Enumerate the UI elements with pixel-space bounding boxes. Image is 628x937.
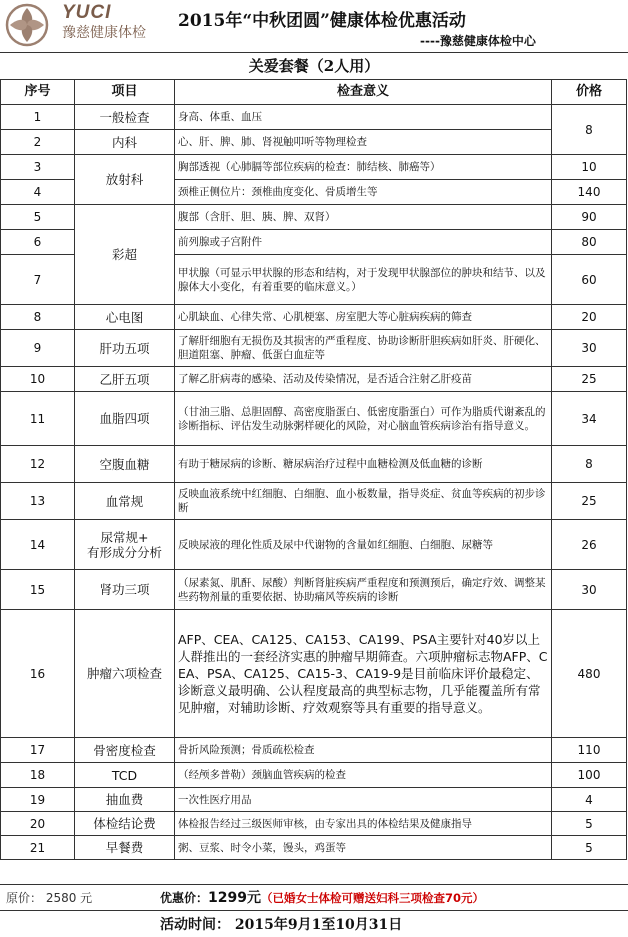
row-price: 5 (552, 836, 627, 860)
row-desc: 体检报告经过三级医师审核，由专家出具的体检结果及健康指导 (175, 812, 552, 836)
row-item: 彩超 (75, 205, 175, 305)
row-price: 8 (552, 105, 627, 155)
table-row (1, 155, 627, 180)
row-desc: 甲状腺（可显示甲状腺的形态和结构，对于发现甲状腺部位的肿块和结节、以及腺体大小变化，有着重要的临床意义。） (175, 255, 552, 305)
row-item: 肿瘤六项检查 (75, 610, 175, 738)
row-no: 2 (1, 130, 75, 155)
table-row (1, 570, 627, 610)
time-footer (0, 910, 628, 937)
row-desc: （甘油三脂、总胆固醇、高密度脂蛋白、低密度脂蛋白）可作为脂质代谢紊乱的诊断指标、评估发生动脉粥样硬化的风险，对心脑血管疾病诊治有指导意义。 (175, 392, 552, 446)
table-row (1, 812, 627, 836)
row-item: 空腹血糖 (75, 446, 175, 483)
row-price: 80 (552, 230, 627, 255)
row-item: 血脂四项 (75, 392, 175, 446)
row-item: 体检结论费 (75, 812, 175, 836)
column-header-price: 价格 (552, 80, 627, 105)
table-row (1, 520, 627, 570)
row-price: 4 (552, 788, 627, 812)
table-row (1, 392, 627, 446)
row-desc: 了解乙肝病毒的感染、活动及传染情况，是否适合注射乙肝疫苗 (175, 367, 552, 392)
row-desc: 胸部透视（心肺膈等部位疾病的检查：肺结核、肺癌等） (175, 155, 552, 180)
row-no: 19 (1, 788, 75, 812)
row-no: 16 (1, 610, 75, 738)
row-price: 100 (552, 763, 627, 788)
row-price: 140 (552, 180, 627, 205)
row-item: 尿常规+ 有形成分分析 (75, 520, 175, 570)
table-row (1, 610, 627, 738)
promo-price: 1299元 (208, 890, 261, 906)
row-no: 20 (1, 812, 75, 836)
row-price: 25 (552, 367, 627, 392)
row-desc: 颈椎正侧位片：颈椎曲度变化、骨质增生等 (175, 180, 552, 205)
row-item: 血常规 (75, 483, 175, 520)
row-no: 3 (1, 155, 75, 180)
table-row (1, 130, 627, 155)
brand-en: YUCI (62, 2, 112, 23)
row-desc: 腹部（含肝、胆、胰、脾、双肾） (175, 205, 552, 230)
row-no: 15 (1, 570, 75, 610)
row-no: 5 (1, 205, 75, 230)
row-no: 14 (1, 520, 75, 570)
row-desc: 粥、豆浆、时令小菜，馒头，鸡蛋等 (175, 836, 552, 860)
row-item: 心电图 (75, 305, 175, 330)
row-price: 480 (552, 610, 627, 738)
row-desc: 前列腺或子宫附件 (175, 230, 552, 255)
row-desc: （经颅多普勒）颈脑血管疾病的检查 (175, 763, 552, 788)
package-title: 关爱套餐（2人用） (0, 52, 628, 79)
row-desc: 身高、体重、血压 (175, 105, 552, 130)
table-row (1, 788, 627, 812)
row-price: 34 (552, 392, 627, 446)
row-desc: 了解肝细胞有无损伤及其损害的严重程度、协助诊断肝胆疾病如肝炎、肝硬化、胆道阻塞、肿瘤、低蛋白血症等 (175, 330, 552, 367)
row-price: 30 (552, 570, 627, 610)
row-price: 10 (552, 155, 627, 180)
promo-line (160, 885, 484, 911)
row-desc: 有助于糖尿病的诊断、糖尿病治疗过程中血糖检测及低血糖的诊断 (175, 446, 552, 483)
table-row (1, 483, 627, 520)
yuci-logo-icon (4, 2, 50, 48)
row-desc: （尿素氮、肌酐、尿酸）判断肾脏疾病严重程度和预测预后，确定疗效、调整某些药物剂量的重要依据、协助痛风等疾病的诊断 (175, 570, 552, 610)
row-price: 90 (552, 205, 627, 230)
table-row (1, 763, 627, 788)
row-desc: 心、肝、脾、肺、肾视触叩听等物理检查 (175, 130, 552, 155)
row-desc: 一次性医疗用品 (175, 788, 552, 812)
row-no: 1 (1, 105, 75, 130)
table-row (1, 738, 627, 763)
table-row (1, 367, 627, 392)
table-row (1, 305, 627, 330)
row-item: 骨密度检查 (75, 738, 175, 763)
table-header-row (1, 80, 627, 105)
table-row (1, 446, 627, 483)
row-desc: 心肌缺血、心律失常、心肌梗塞、房室肥大等心脏病疾病的筛查 (175, 305, 552, 330)
row-no: 6 (1, 230, 75, 255)
row-price: 5 (552, 812, 627, 836)
original-price: 原价： 2580 元 (6, 891, 93, 905)
row-desc: 骨折风险预测；骨质疏松检查 (175, 738, 552, 763)
row-item: TCD (75, 763, 175, 788)
row-item: 放射科 (75, 155, 175, 205)
table-row (1, 330, 627, 367)
row-price: 25 (552, 483, 627, 520)
row-no: 4 (1, 180, 75, 205)
table-row (1, 205, 627, 230)
row-no: 12 (1, 446, 75, 483)
row-price: 110 (552, 738, 627, 763)
row-no: 17 (1, 738, 75, 763)
row-no: 7 (1, 255, 75, 305)
column-header-desc: 检查意义 (175, 80, 552, 105)
column-header-no: 序号 (1, 80, 75, 105)
row-no: 10 (1, 367, 75, 392)
row-desc: 反映尿液的理化性质及尿中代谢物的含量如红细胞、白细胞、尿糖等 (175, 520, 552, 570)
page-subtitle: ----豫慈健康体检中心 (420, 34, 536, 48)
row-price: 26 (552, 520, 627, 570)
row-item: 早餐费 (75, 836, 175, 860)
row-no: 11 (1, 392, 75, 446)
brand (62, 2, 146, 42)
row-price: 20 (552, 305, 627, 330)
table-row (1, 105, 627, 130)
row-desc: AFP、CEA、CA125、CA153、CA199、PSA主要针对40岁以上人群推出的一套经济实惠的肿瘤早期筛查。六项肿瘤标志物AFP、CEA、PSA、CA125、CA15-3、CA19-9是目前临床评价最稳定、诊断意义最明确、公认程度最高的典型标志物，几乎能覆盖所有常见肿瘤，对辅助诊断、疗效观察等具有重要的指导意义。 (175, 610, 552, 738)
row-no: 13 (1, 483, 75, 520)
promo-note: （已婚女士体检可赠送妇科三项检查70元） (260, 891, 484, 905)
price-footer (0, 884, 628, 911)
column-header-item: 项目 (75, 80, 175, 105)
row-no: 18 (1, 763, 75, 788)
exam-table (0, 79, 627, 860)
row-desc: 反映血液系统中红细胞、白细胞、血小板数量，指导炎症、贫血等疾病的初步诊断 (175, 483, 552, 520)
row-item: 肾功三项 (75, 570, 175, 610)
page-title: 2015年“中秋团圆”健康体检优惠活动 (178, 11, 466, 31)
row-no: 9 (1, 330, 75, 367)
row-price: 60 (552, 255, 627, 305)
brand-cn: 豫慈健康体检 (62, 25, 146, 41)
row-item: 抽血费 (75, 788, 175, 812)
event-time: 活动时间： 2015年9月1至10月31日 (160, 917, 403, 933)
row-item: 一般检查 (75, 105, 175, 130)
promo-label: 优惠价： (160, 891, 209, 905)
row-item: 乙肝五项 (75, 367, 175, 392)
row-price: 8 (552, 446, 627, 483)
table-row (1, 836, 627, 860)
row-no: 8 (1, 305, 75, 330)
row-item: 内科 (75, 130, 175, 155)
header (0, 0, 628, 50)
row-price: 30 (552, 330, 627, 367)
row-item: 肝功五项 (75, 330, 175, 367)
row-no: 21 (1, 836, 75, 860)
